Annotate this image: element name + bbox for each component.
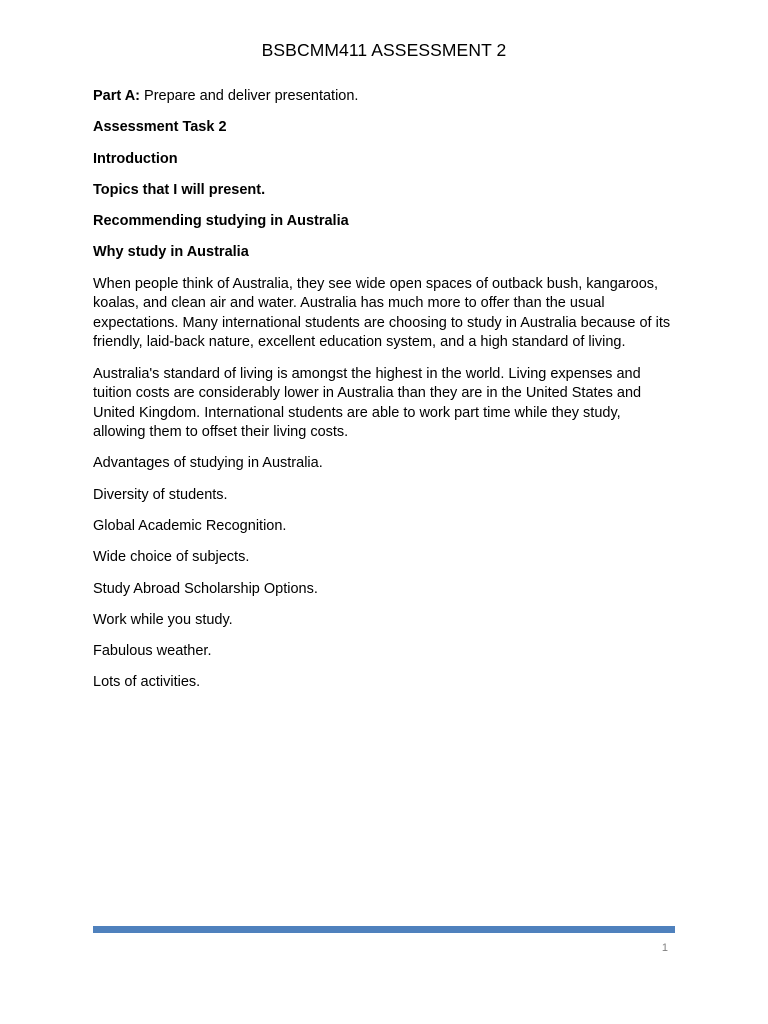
footer-rule <box>93 926 675 933</box>
heading-recommending: Recommending studying in Australia <box>93 213 349 230</box>
paragraph-standard-of-living: Australia's standard of living is amongst the highest in the world. Living expenses and tuition costs are considerably lower in Australia than they are in the United States and United Kingdom. International students are able to work part time while they study, allowing them to offset their living costs. <box>93 365 642 441</box>
heading-topics: Topics that I will present. <box>93 181 266 198</box>
document-body <box>93 87 677 705</box>
advantage-item: Work while you study. <box>93 611 233 628</box>
heading-introduction: Introduction <box>93 150 178 167</box>
heading-assessment-task: Assessment Task 2 <box>93 119 227 136</box>
advantage-item: Fabulous weather. <box>93 643 212 660</box>
advantage-item: Study Abroad Scholarship Options. <box>93 580 318 597</box>
page-number: 1 <box>661 942 668 954</box>
advantages-intro: Advantages of studying in Australia. <box>93 455 323 472</box>
advantage-item: Wide choice of subjects. <box>93 549 250 566</box>
part-a-line <box>93 87 677 107</box>
advantage-item: Lots of activities. <box>93 674 201 691</box>
advantage-item: Diversity of students. <box>93 486 228 503</box>
part-a-text: Prepare and deliver presentation. <box>140 88 359 104</box>
heading-why-study: Why study in Australia <box>93 244 249 261</box>
part-a-label: Part A: <box>93 88 140 104</box>
paragraph-intro: When people think of Australia, they see wide open spaces of outback bush, kangaroos, koalas, and clean air and water. Australia has much more to offer than the usual expectations. Many international students are choosing to study in Australia because of its friendly, laid-back nature, excellent education system, and a high standard of living. <box>93 275 671 351</box>
advantage-item: Global Academic Recognition. <box>93 517 287 534</box>
page-header-title: BSBCMM411 ASSESSMENT 2 <box>261 40 507 60</box>
